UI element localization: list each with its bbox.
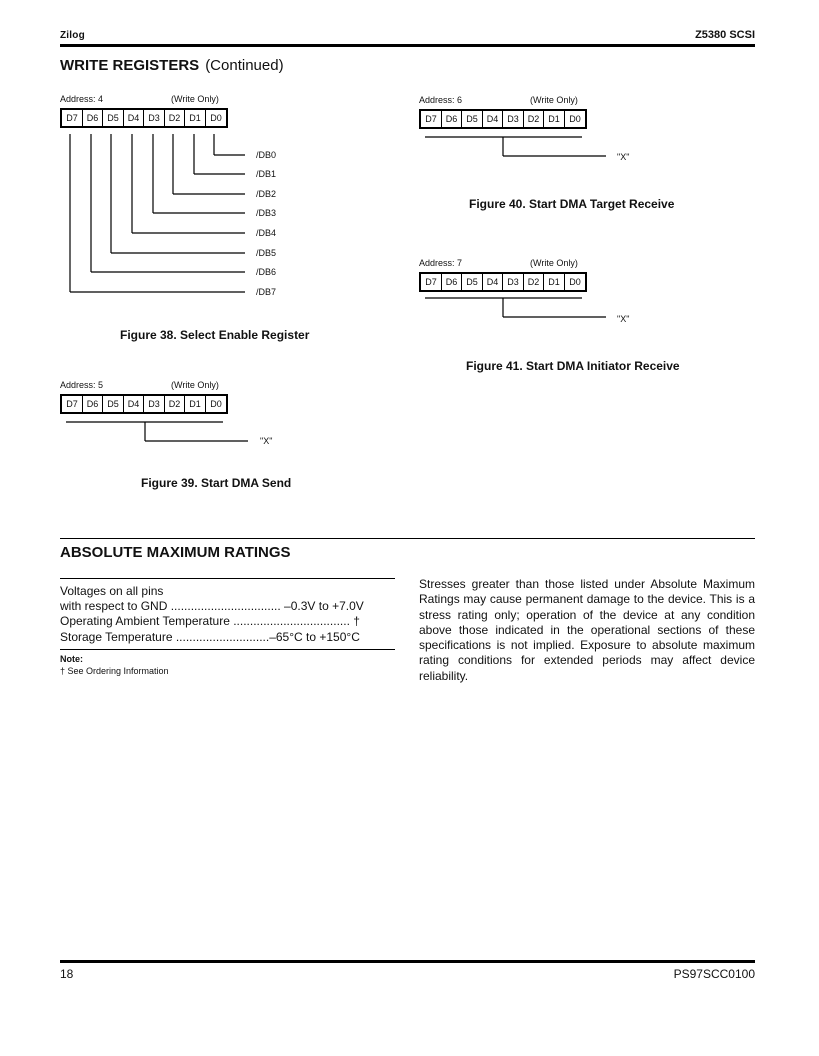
- bit-cell: D7: [421, 111, 442, 127]
- output-label: "X": [617, 152, 630, 162]
- bit-cell: D0: [210, 113, 222, 123]
- figure-caption: Figure 38. Select Enable Register: [120, 328, 310, 342]
- note-text: † See Ordering Information: [60, 666, 169, 676]
- bit-cell: D5: [462, 274, 483, 290]
- bit-cell: D0: [569, 114, 581, 124]
- bit-cell: D4: [483, 274, 503, 290]
- rating-line: with respect to GND ................................. –0.3V to +7.0V: [60, 599, 364, 613]
- section-rule: [60, 538, 755, 539]
- bit-cell: D1: [185, 110, 206, 126]
- output-label: /DB1: [256, 169, 277, 179]
- register-mode: (Write Only): [530, 258, 578, 268]
- bit-cell: D1: [185, 396, 206, 412]
- ratings-paragraph: Stresses greater than those listed under Absolute Maximum Ratings may cause permanent damage to the device. This is a stress rating only; operation of the device at any condition above those indicated in the operational sections of these specifications is not implied. Exposure to absolute maximum rating conditions for extended periods may affect device reliability.: [419, 577, 755, 683]
- bit-cell: D3: [503, 111, 524, 127]
- bit-connector-lines: [0, 400, 819, 460]
- register-mode: (Write Only): [171, 380, 219, 390]
- document-title: Z5380 SCSI: [695, 29, 755, 41]
- table-bottom-rule: [60, 649, 395, 650]
- register-address: Address: 7: [419, 258, 463, 268]
- bit-cell: D6: [442, 111, 462, 127]
- bit-cell: D4: [124, 396, 144, 412]
- register-mode: (Write Only): [171, 94, 219, 104]
- figure-caption: Figure 41. Start DMA Initiator Receive: [466, 359, 680, 373]
- output-label: /DB6: [256, 267, 277, 277]
- output-label: /DB0: [256, 150, 277, 160]
- section-subtitle: (Continued): [205, 57, 284, 74]
- figure-caption: Figure 40. Start DMA Target Receive: [469, 197, 675, 211]
- bit-connector-lines: [0, 120, 819, 170]
- bit-cell: D7: [421, 274, 442, 290]
- bit-cell: D2: [165, 396, 185, 412]
- output-label: /DB7: [256, 287, 277, 297]
- bit-cell: D3: [503, 274, 524, 290]
- bit-cell: D0: [569, 277, 581, 287]
- register-address: Address: 6: [419, 95, 463, 105]
- bit-cell: D3: [144, 396, 165, 412]
- bit-cell: D1: [544, 111, 565, 127]
- section-title: WRITE REGISTERS: [60, 57, 200, 74]
- footer-rule: [60, 960, 755, 963]
- note-label: Note:: [60, 654, 83, 664]
- brand-logo: Zilog: [60, 30, 85, 41]
- rating-line: Voltages on all pins: [60, 584, 164, 598]
- bit-cell: D3: [144, 110, 165, 126]
- register-address: Address: 5: [60, 380, 104, 390]
- table-top-rule: [60, 578, 395, 579]
- output-label: /DB5: [256, 248, 277, 258]
- bit-cell: D7: [62, 110, 83, 126]
- document-code: PS97SCC0100: [673, 967, 755, 981]
- rating-line: Storage Temperature ............................–65°C to +150°C: [60, 630, 360, 644]
- bit-cell: D6: [83, 110, 103, 126]
- register-address: Address: 4: [60, 94, 104, 104]
- bit-cell: D2: [524, 111, 544, 127]
- bit-cell: D7: [62, 396, 83, 412]
- bit-cell: D6: [442, 274, 462, 290]
- bit-cell: D4: [124, 110, 144, 126]
- bit-cell: D5: [462, 111, 483, 127]
- bit-connector-lines: [0, 280, 819, 330]
- output-label: /DB3: [256, 208, 277, 218]
- bit-cell: D6: [83, 396, 103, 412]
- register-mode: (Write Only): [530, 95, 578, 105]
- ratings-title: ABSOLUTE MAXIMUM RATINGS: [60, 544, 291, 561]
- page-number: 18: [60, 967, 74, 981]
- rating-line: Operating Ambient Temperature ................................... †: [60, 614, 360, 628]
- output-label: /DB2: [256, 189, 277, 199]
- output-label: /DB4: [256, 228, 277, 238]
- bit-cell: D2: [524, 274, 544, 290]
- figure-caption: Figure 39. Start DMA Send: [141, 476, 292, 490]
- bit-cell: D2: [165, 110, 185, 126]
- bit-cell: D1: [544, 274, 565, 290]
- bit-cell: D0: [210, 399, 222, 409]
- output-label: "X": [260, 436, 273, 446]
- bit-cell: D5: [103, 110, 124, 126]
- bit-cell: D5: [103, 396, 124, 412]
- output-label: "X": [617, 314, 630, 324]
- bit-cell: D4: [483, 111, 503, 127]
